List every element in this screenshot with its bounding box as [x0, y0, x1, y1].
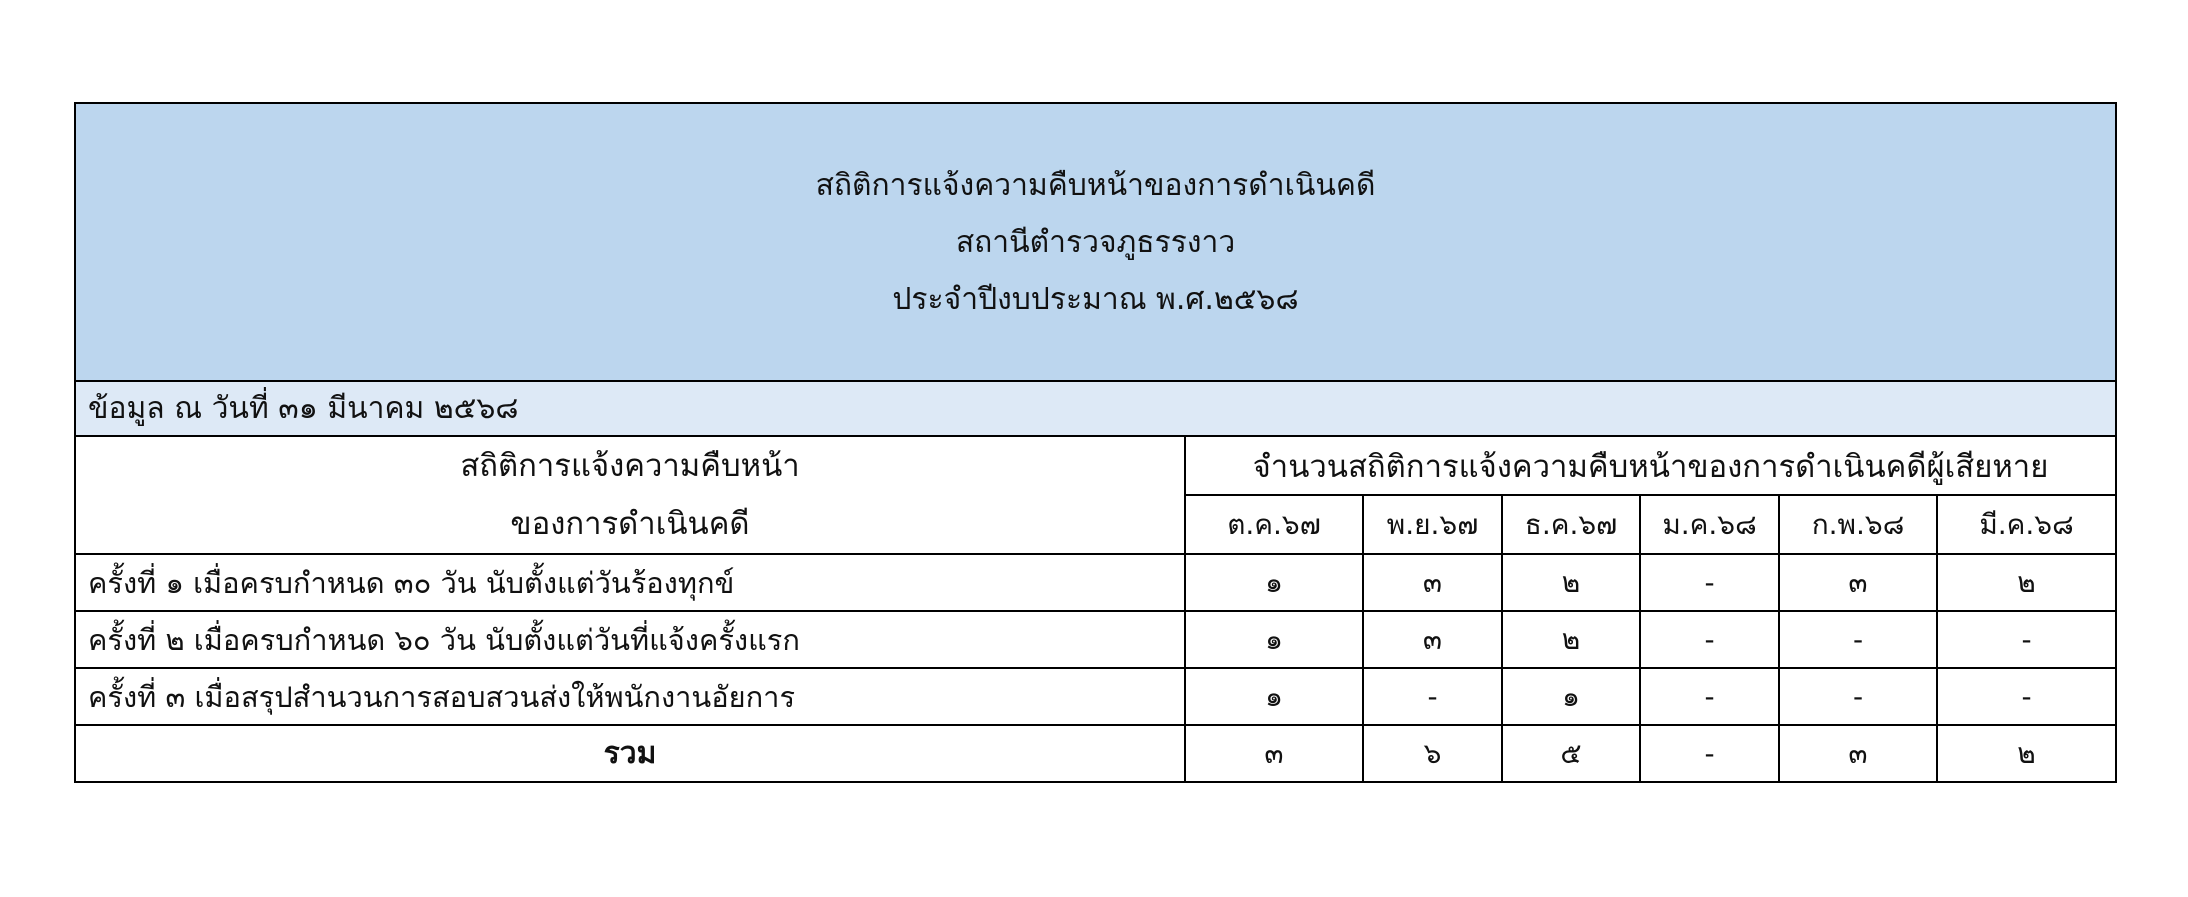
row-label: ครั้งที่ ๑ เมื่อครบกำหนด ๓๐ วัน นับตั้งแต่วันร้องทุกข์: [75, 554, 1185, 611]
table-cell: ๑: [1185, 611, 1363, 668]
table-cell: -: [1363, 668, 1502, 725]
total-cell: -: [1640, 725, 1779, 782]
month-header: ม.ค.๖๘: [1640, 495, 1779, 554]
group-header: จำนวนสถิติการแจ้งความคืบหน้าของการดำเนินคดีผู้เสียหาย: [1185, 436, 2116, 495]
table-cell: ๑: [1185, 668, 1363, 725]
table-cell: ๒: [1502, 611, 1640, 668]
title-line-3: ประจำปีงบประมาณ พ.ศ.๒๕๖๘: [892, 281, 1299, 317]
table-row: [75, 554, 2116, 611]
total-cell: ๖: [1363, 725, 1502, 782]
as-of-row: [75, 381, 2116, 436]
total-cell: ๓: [1779, 725, 1937, 782]
table-cell: -: [1937, 611, 2116, 668]
month-header: พ.ย.๖๗: [1363, 495, 1502, 554]
title-line-2: สถานีตำรวจภูธรรงาว: [955, 224, 1236, 260]
table-cell: -: [1640, 554, 1779, 611]
row-label: ครั้งที่ ๒ เมื่อครบกำหนด ๖๐ วัน นับตั้งแต่วันที่แจ้งครั้งแรก: [75, 611, 1185, 668]
total-cell: ๒: [1937, 725, 2116, 782]
table-cell: ๒: [1937, 554, 2116, 611]
row-label: ครั้งที่ ๓ เมื่อสรุปสำนวนการสอบสวนส่งให้พนักงานอัยการ: [75, 668, 1185, 725]
statistics-sheet: [74, 102, 2115, 783]
table-cell: -: [1779, 668, 1937, 725]
total-row: [75, 725, 2116, 782]
table-cell: -: [1640, 668, 1779, 725]
table-cell: -: [1640, 611, 1779, 668]
table-cell: ๑: [1185, 554, 1363, 611]
header-row-1: [75, 436, 2116, 495]
total-cell: ๓: [1185, 725, 1363, 782]
left-header: [75, 436, 1185, 554]
table-cell: ๓: [1779, 554, 1937, 611]
table-row: [75, 611, 2116, 668]
left-header-line-2: ของการดำเนินคดี: [510, 506, 750, 542]
title-line-1: สถิติการแจ้งความคืบหน้าของการดำเนินคดี: [815, 167, 1376, 203]
month-header: ต.ค.๖๗: [1185, 495, 1363, 554]
title-row: [75, 103, 2116, 381]
month-header: ธ.ค.๖๗: [1502, 495, 1640, 554]
table-cell: ๓: [1363, 554, 1502, 611]
total-cell: ๕: [1502, 725, 1640, 782]
as-of-date: ข้อมูล ณ วันที่ ๓๑ มีนาคม ๒๕๖๘: [75, 381, 2116, 436]
left-header-line-1: สถิติการแจ้งความคืบหน้า: [460, 448, 800, 484]
table-cell: -: [1937, 668, 2116, 725]
table-cell: ๑: [1502, 668, 1640, 725]
title-block: [75, 103, 2116, 381]
table-row: [75, 668, 2116, 725]
month-header: มี.ค.๖๘: [1937, 495, 2116, 554]
statistics-table: [74, 102, 2117, 783]
table-cell: ๓: [1363, 611, 1502, 668]
total-label: รวม: [75, 725, 1185, 782]
month-header: ก.พ.๖๘: [1779, 495, 1937, 554]
table-cell: ๒: [1502, 554, 1640, 611]
table-cell: -: [1779, 611, 1937, 668]
